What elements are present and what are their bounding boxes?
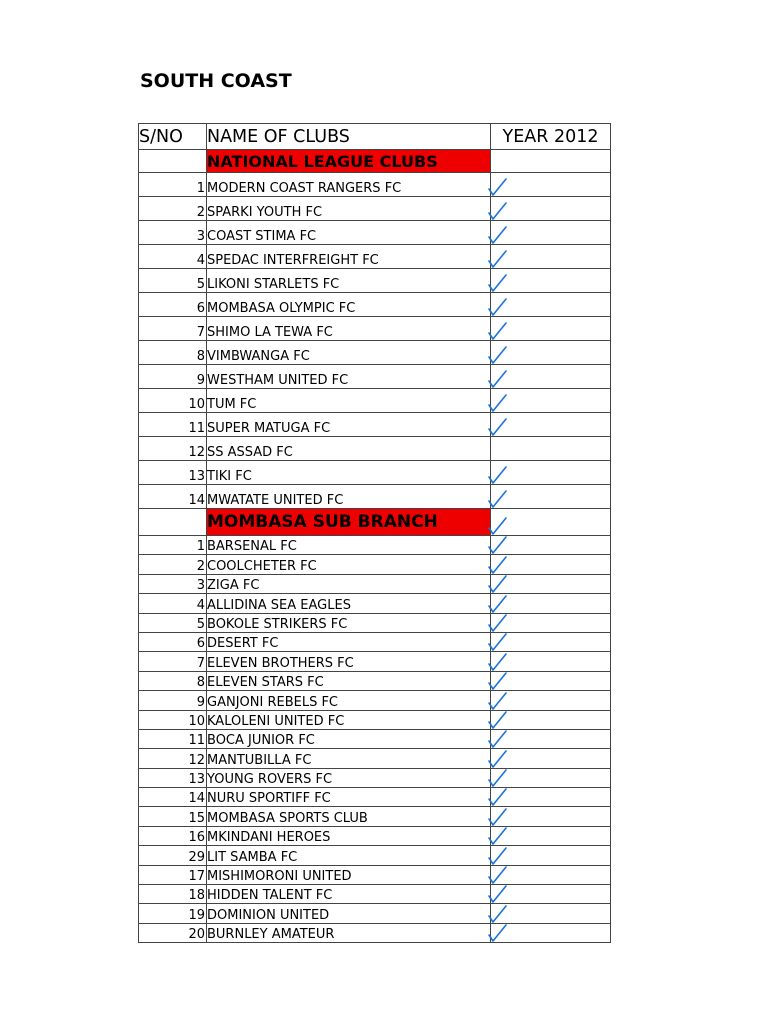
year-2012-cell — [491, 269, 611, 293]
club-name: BOKOLE STRIKERS FC — [207, 613, 491, 632]
club-name: WESTHAM UNITED FC — [207, 365, 491, 389]
club-name: COAST STIMA FC — [207, 221, 491, 245]
year-2012-cell — [491, 245, 611, 269]
row-number: 6 — [139, 632, 207, 651]
club-name: MWATATE UNITED FC — [207, 485, 491, 509]
club-name: HIDDEN TALENT FC — [207, 885, 491, 904]
club-name: BARSENAL FC — [207, 536, 491, 555]
row-number: 5 — [139, 613, 207, 632]
club-name: SPEDAC INTERFREIGHT FC — [207, 245, 491, 269]
club-name: LIT SAMBA FC — [207, 846, 491, 865]
club-name: LIKONI STARLETS FC — [207, 269, 491, 293]
table-row — [139, 461, 611, 485]
checkmark-icon — [487, 272, 509, 294]
table-row — [139, 768, 611, 787]
year-2012-cell — [491, 710, 611, 729]
page-title: SOUTH COAST — [140, 70, 292, 92]
club-name: SS ASSAD FC — [207, 437, 491, 461]
table-row — [139, 710, 611, 729]
checkmark-icon — [487, 488, 509, 510]
table-row — [139, 865, 611, 884]
table-row — [139, 904, 611, 923]
row-number: 9 — [139, 691, 207, 710]
table-row — [139, 245, 611, 269]
club-name: COOLCHETER FC — [207, 555, 491, 574]
checkmark-icon — [487, 392, 509, 414]
table-row — [139, 293, 611, 317]
table-row — [139, 341, 611, 365]
row-number: 13 — [139, 461, 207, 485]
row-number: 2 — [139, 555, 207, 574]
club-name: KALOLENI UNITED FC — [207, 710, 491, 729]
year-2012-cell — [491, 768, 611, 787]
club-name: SUPER MATUGA FC — [207, 413, 491, 437]
row-number: 5 — [139, 269, 207, 293]
table-row — [139, 807, 611, 826]
year-2012-cell — [491, 317, 611, 341]
section-label: MOMBASA SUB BRANCH — [207, 509, 491, 536]
checkmark-icon — [487, 296, 509, 318]
table-row — [139, 846, 611, 865]
row-number: 14 — [139, 485, 207, 509]
club-name: NURU SPORTIFF FC — [207, 788, 491, 807]
table-row — [139, 574, 611, 593]
row-number: 29 — [139, 846, 207, 865]
section-header-row — [139, 509, 611, 536]
checkmark-icon — [487, 320, 509, 342]
row-number: 2 — [139, 197, 207, 221]
table-row — [139, 749, 611, 768]
row-number: 11 — [139, 413, 207, 437]
year-2012-cell — [491, 632, 611, 651]
row-number: 12 — [139, 749, 207, 768]
table-row — [139, 173, 611, 197]
club-name: ELEVEN BROTHERS FC — [207, 652, 491, 671]
year-2012-cell — [491, 197, 611, 221]
row-number: 19 — [139, 904, 207, 923]
club-name: TUM FC — [207, 389, 491, 413]
table-row — [139, 729, 611, 748]
year-2012-cell — [491, 613, 611, 632]
table-row — [139, 437, 611, 461]
row-number: 17 — [139, 865, 207, 884]
row-number: 14 — [139, 788, 207, 807]
table-row — [139, 632, 611, 651]
table-row — [139, 221, 611, 245]
table-row — [139, 317, 611, 341]
year-2012-cell — [491, 555, 611, 574]
row-number: 3 — [139, 574, 207, 593]
year-2012-cell — [491, 574, 611, 593]
checkmark-icon — [487, 224, 509, 246]
club-name: VIMBWANGA FC — [207, 341, 491, 365]
row-number: 7 — [139, 652, 207, 671]
section-sno-cell — [139, 150, 207, 173]
table-row — [139, 788, 611, 807]
year-2012-cell — [491, 729, 611, 748]
checkmark-icon — [487, 464, 509, 486]
table-row — [139, 197, 611, 221]
club-name: SPARKI YOUTH FC — [207, 197, 491, 221]
row-number: 10 — [139, 389, 207, 413]
row-number: 3 — [139, 221, 207, 245]
checkmark-icon — [487, 176, 509, 198]
year-2012-cell — [491, 865, 611, 884]
club-name: MOMBASA OLYMPIC FC — [207, 293, 491, 317]
year-2012-cell — [491, 807, 611, 826]
row-number: 4 — [139, 245, 207, 269]
table-row — [139, 923, 611, 942]
row-number: 1 — [139, 536, 207, 555]
table-row — [139, 691, 611, 710]
table-row — [139, 671, 611, 690]
club-name: GANJONI REBELS FC — [207, 691, 491, 710]
year-2012-cell — [491, 671, 611, 690]
row-number: 10 — [139, 710, 207, 729]
club-name: BOCA JUNIOR FC — [207, 729, 491, 748]
row-number: 18 — [139, 885, 207, 904]
year-2012-cell — [491, 221, 611, 245]
year-2012-cell — [491, 341, 611, 365]
checkmark-icon — [487, 344, 509, 366]
row-number: 9 — [139, 365, 207, 389]
row-number: 1 — [139, 173, 207, 197]
year-2012-cell — [491, 846, 611, 865]
section-header-row — [139, 150, 611, 173]
table-row — [139, 389, 611, 413]
club-name: DESERT FC — [207, 632, 491, 651]
club-name: TIKI FC — [207, 461, 491, 485]
club-name: BURNLEY AMATEUR — [207, 923, 491, 942]
checkmark-icon — [487, 416, 509, 438]
table-row — [139, 413, 611, 437]
row-number: 4 — [139, 594, 207, 613]
checkmark-icon — [487, 922, 509, 944]
club-name: MOMBASA SPORTS CLUB — [207, 807, 491, 826]
club-name: DOMINION UNITED — [207, 904, 491, 923]
header-row — [139, 124, 611, 150]
year-2012-cell — [491, 826, 611, 845]
section-year-cell — [491, 509, 611, 536]
year-2012-cell — [491, 461, 611, 485]
club-name: ELEVEN STARS FC — [207, 671, 491, 690]
club-name: MODERN COAST RANGERS FC — [207, 173, 491, 197]
section-sno-cell — [139, 509, 207, 536]
section-year-cell — [491, 150, 611, 173]
club-name: MISHIMORONI UNITED — [207, 865, 491, 884]
row-number: 7 — [139, 317, 207, 341]
club-name: MKINDANI HEROES — [207, 826, 491, 845]
year-2012-cell — [491, 293, 611, 317]
row-number: 13 — [139, 768, 207, 787]
year-2012-cell — [491, 413, 611, 437]
header-sno: S/NO — [139, 124, 207, 150]
year-2012-cell — [491, 389, 611, 413]
table-row — [139, 885, 611, 904]
table-row — [139, 536, 611, 555]
checkmark-icon — [487, 368, 509, 390]
table-row — [139, 269, 611, 293]
year-2012-cell — [491, 652, 611, 671]
row-number: 11 — [139, 729, 207, 748]
table-row — [139, 652, 611, 671]
table-row — [139, 485, 611, 509]
table-row — [139, 826, 611, 845]
year-2012-cell — [491, 749, 611, 768]
club-name: SHIMO LA TEWA FC — [207, 317, 491, 341]
year-2012-cell — [491, 173, 611, 197]
year-2012-cell — [491, 788, 611, 807]
row-number: 8 — [139, 341, 207, 365]
row-number: 6 — [139, 293, 207, 317]
club-name: ZIGA FC — [207, 574, 491, 593]
year-2012-cell — [491, 365, 611, 389]
year-2012-cell — [491, 885, 611, 904]
row-number: 12 — [139, 437, 207, 461]
row-number: 15 — [139, 807, 207, 826]
table-row — [139, 365, 611, 389]
clubs-table — [138, 123, 611, 943]
year-2012-cell — [491, 594, 611, 613]
year-2012-cell — [491, 904, 611, 923]
row-number: 20 — [139, 923, 207, 942]
year-2012-cell — [491, 437, 611, 461]
header-name: NAME OF CLUBS — [207, 124, 491, 150]
year-2012-cell — [491, 536, 611, 555]
table-row — [139, 594, 611, 613]
row-number: 16 — [139, 826, 207, 845]
year-2012-cell — [491, 485, 611, 509]
row-number: 8 — [139, 671, 207, 690]
year-2012-cell — [491, 691, 611, 710]
clubs-table-body — [139, 124, 611, 943]
club-name: MANTUBILLA FC — [207, 749, 491, 768]
checkmark-icon — [487, 200, 509, 222]
year-2012-cell — [491, 923, 611, 942]
club-name: ALLIDINA SEA EAGLES — [207, 594, 491, 613]
section-label: NATIONAL LEAGUE CLUBS — [207, 150, 491, 173]
checkmark-icon — [487, 248, 509, 270]
header-year: YEAR 2012 — [491, 124, 611, 150]
club-name: YOUNG ROVERS FC — [207, 768, 491, 787]
table-row — [139, 555, 611, 574]
table-row — [139, 613, 611, 632]
